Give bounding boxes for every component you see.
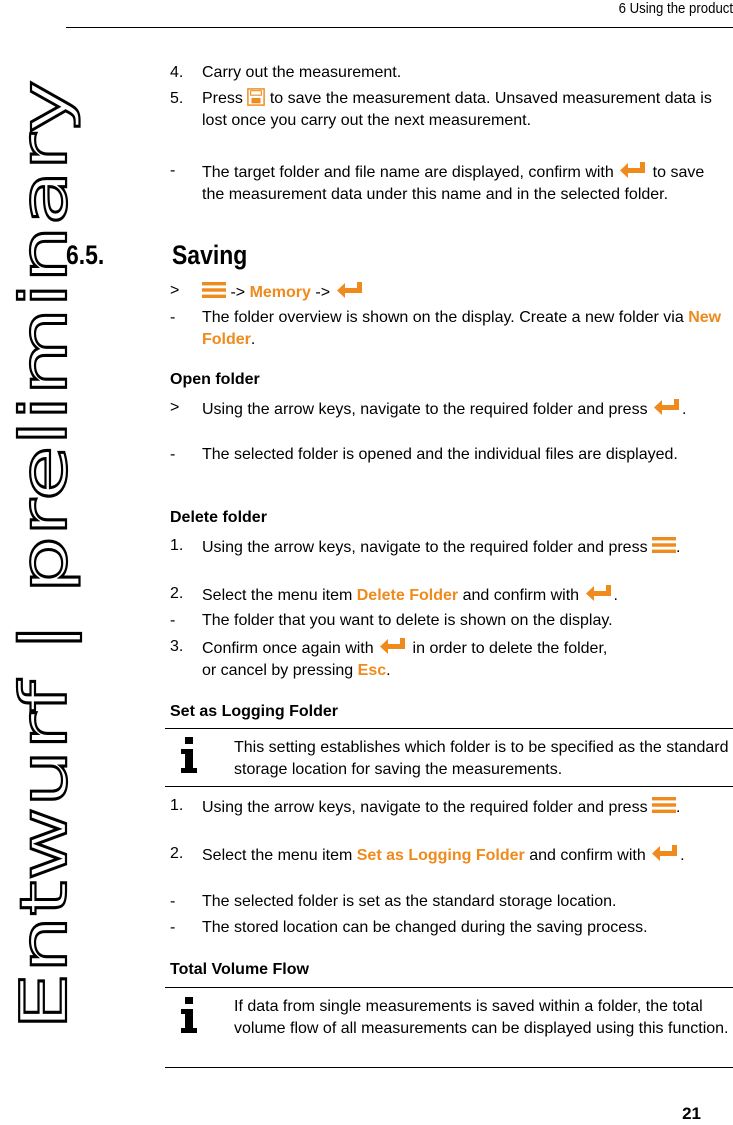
overview-step	[170, 307, 725, 351]
info-rule-top	[165, 987, 733, 988]
delete-folder-label: Delete Folder	[356, 587, 459, 604]
logging-step-1	[170, 795, 725, 819]
step-marker: 2.	[170, 845, 184, 862]
total-volume-heading: Total Volume Flow	[170, 961, 309, 978]
open-folder-heading: Open folder	[170, 371, 260, 388]
esc-label: Esc	[357, 662, 387, 679]
step-4	[170, 62, 725, 84]
enter-icon	[584, 583, 614, 603]
enter-icon	[652, 397, 682, 417]
step-text-post: in order to delete the folder,	[412, 640, 608, 657]
menu-icon	[652, 535, 676, 555]
step-text-pre: Using the arrow keys, navigate to the required folder and press	[202, 401, 648, 418]
logging-result-1	[170, 891, 725, 913]
logging-info-text: This setting establishes which folder is to be specified as the standard storage location for saving the measurements.	[234, 739, 729, 778]
info-icon	[176, 997, 202, 1033]
info-rule-bottom	[165, 786, 733, 787]
new-folder-label: New Folder	[202, 309, 722, 348]
delete-step-1	[170, 535, 725, 559]
delete-step-2	[170, 583, 725, 607]
text-end: .	[613, 587, 618, 604]
step-text: The folder that you want to delete is shown on the display.	[202, 612, 613, 629]
step-text	[202, 795, 725, 819]
step-marker: -	[170, 446, 176, 463]
text-end: .	[680, 847, 685, 864]
enter-icon	[650, 843, 680, 863]
text-end: .	[682, 401, 687, 418]
delete-result	[170, 610, 725, 632]
step-text	[202, 636, 725, 682]
step-marker: 2.	[170, 585, 184, 602]
open-folder-step	[170, 397, 725, 421]
text-end: .	[676, 799, 681, 816]
logging-result-2	[170, 917, 725, 939]
info-rule-bottom	[165, 1067, 733, 1068]
step-text-pre: Select the menu item	[202, 847, 353, 864]
set-logging-folder-label: Set as Logging Folder	[356, 847, 525, 864]
delete-step-3	[170, 636, 725, 682]
step-text-post: and confirm with	[462, 587, 580, 604]
nav-memory: Memory	[249, 284, 311, 301]
step-marker: 4.	[170, 64, 184, 81]
page-number: 21	[682, 1104, 701, 1123]
info-icon	[176, 737, 202, 773]
step-text: Carry out the measurement.	[202, 64, 402, 81]
step-marker: -	[170, 309, 176, 326]
step-text	[202, 535, 725, 559]
menu-icon	[652, 795, 676, 815]
total-volume-info-text: If data from single measurements is saved within a folder, the total volume flow of all measurements can be displayed using this function.	[234, 998, 729, 1037]
info-rule-top	[165, 728, 733, 729]
step-marker: 1.	[170, 797, 184, 814]
step-text-pre: Using the arrow keys, navigate to the required folder and press	[202, 539, 648, 556]
header-rule	[66, 27, 733, 28]
text-end: .	[386, 662, 391, 679]
step-marker: -	[170, 162, 176, 179]
step-text: The selected folder is set as the standard storage location.	[202, 893, 617, 910]
step-marker: >	[170, 399, 180, 416]
running-header: 6 Using the product	[618, 0, 733, 17]
step-marker: -	[170, 612, 176, 629]
step-marker: 5.	[170, 90, 184, 107]
delete-folder-heading: Delete folder	[170, 509, 267, 526]
step-text-pre: Confirm once again with	[202, 640, 374, 657]
step-text-pre: The folder overview is shown on the display. Create a new folder via	[202, 309, 684, 326]
step-text-post: to save the measurement data under this name and in the selected folder.	[202, 164, 705, 203]
section-title: Saving	[172, 240, 248, 270]
step-text-pre: Select the menu item	[202, 587, 353, 604]
enter-icon	[335, 280, 365, 300]
step-text-pre: The target folder and file name are displayed, confirm with	[202, 164, 614, 181]
step-text	[202, 397, 725, 421]
confirm-step	[170, 160, 725, 206]
watermark-text: Entwurf | preliminary	[8, 355, 82, 1030]
logging-step-2	[170, 843, 725, 867]
step-marker: -	[170, 893, 176, 910]
step-text	[202, 160, 725, 206]
enter-icon	[618, 160, 648, 180]
open-folder-result	[170, 444, 725, 466]
text-end: .	[676, 539, 681, 556]
step-text	[202, 88, 725, 132]
nav-path	[170, 280, 725, 304]
step-5	[170, 88, 725, 132]
nav-sep: ->	[315, 284, 331, 301]
step-text-line2: or cancel by pressing	[202, 662, 354, 679]
step-text	[202, 843, 725, 867]
step-text-pre: Using the arrow keys, navigate to the required folder and press	[202, 799, 648, 816]
step-text-post: to save the measurement data. Unsaved measurement data is lost once you carry out the next measurement.	[202, 90, 712, 129]
nav-sep: ->	[230, 284, 246, 301]
watermark	[0, 0, 82, 1065]
step-text-pre: Press	[202, 90, 243, 107]
logging-folder-heading: Set as Logging Folder	[170, 703, 339, 720]
step-text: The stored location can be changed during the saving process.	[202, 919, 648, 936]
save-icon	[247, 88, 265, 106]
nav-text	[202, 280, 725, 304]
text-end: .	[250, 331, 256, 348]
step-text	[202, 583, 725, 607]
menu-icon	[202, 280, 226, 300]
section-number: 6.5.	[66, 240, 105, 270]
step-text	[202, 307, 725, 351]
step-marker: -	[170, 919, 176, 936]
step-text-post: and confirm with	[529, 847, 646, 864]
enter-icon	[378, 636, 408, 656]
step-text: The selected folder is opened and the individual files are displayed.	[202, 446, 678, 463]
step-marker: 3.	[170, 638, 184, 655]
step-marker: >	[170, 282, 180, 299]
step-marker: 1.	[170, 537, 184, 554]
